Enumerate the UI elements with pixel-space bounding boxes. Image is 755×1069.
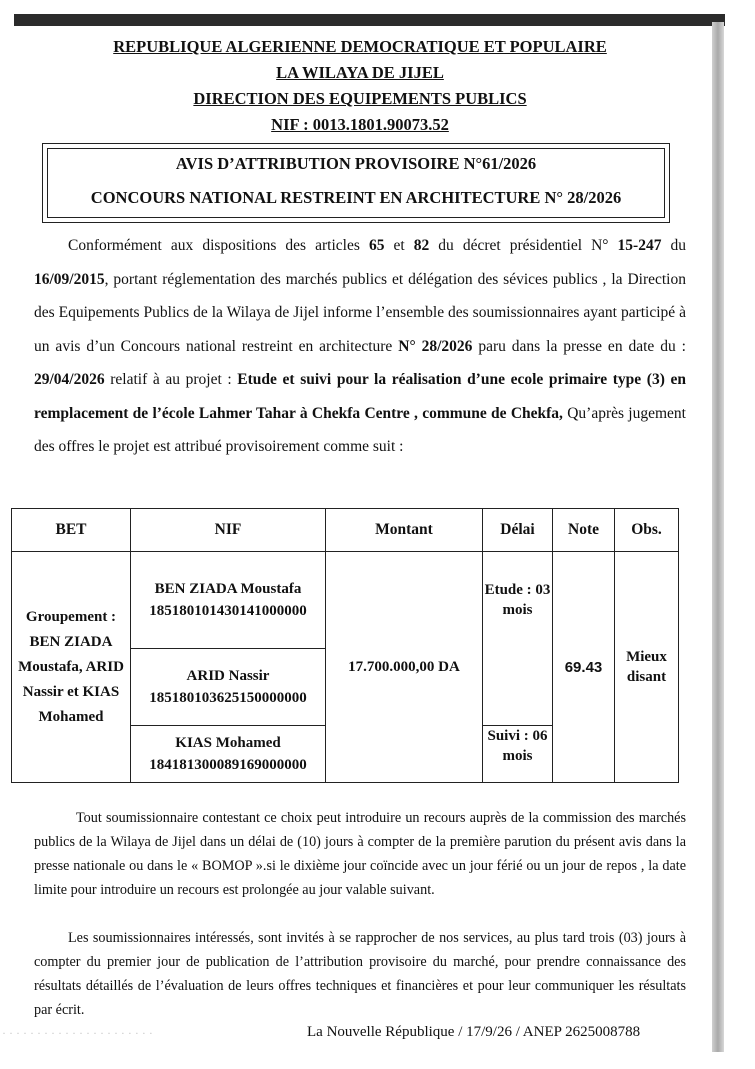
header-nif: NIF : 0013.1801.90073.52 bbox=[271, 115, 449, 134]
intro-paragraph bbox=[34, 229, 686, 464]
recours-paragraph: Tout soumissionnaire contestant ce choix peut introduire un recours auprès de la commission des marchés publics de la Wilaya de Jijel dans un délai de (10) jours à compter de la première parution du présent avis dans la presse nationale ou dans le « BOMOP ».si le dixième jour coïncide avec un jour férié ou un jour de repos , la date limite pour introduire un recours est prolongée au jour valable suivant. bbox=[34, 810, 686, 898]
delai-etude-cell: Etude : 03 mois bbox=[483, 552, 553, 726]
bet-cell: Groupement : BEN ZIADA Moustafa, ARID Nassir et KIAS Mohamed bbox=[12, 552, 131, 783]
col-nif: NIF bbox=[131, 509, 326, 552]
intro-text-1: Conformément aux dispositions des articles bbox=[68, 237, 369, 254]
table-row bbox=[12, 552, 679, 649]
obs-cell: Mieux disant bbox=[615, 552, 679, 783]
decree-date: 16/09/2015 bbox=[34, 270, 105, 288]
member-cell bbox=[131, 552, 326, 649]
note-cell: 69.43 bbox=[553, 552, 615, 783]
consultation-paragraph: Les soumissionnaires intéressés, sont invités à se rapprocher de nos services, au plus tard trois (03) jours à compter du premier jour de publication de l’attribution provisoire du marché, pour prendre connaissance des résultats détaillés de l’évaluation de leurs offres techniques et financières et pour leur communiquer les résultats par écrit. bbox=[34, 930, 686, 1018]
decree-number: 15-247 bbox=[617, 237, 662, 254]
title-frame bbox=[42, 143, 670, 223]
col-obs: Obs. bbox=[615, 509, 679, 552]
bleed-through-text: · · · · · · · · · · · · · · · · · · · · · · bbox=[2, 1026, 153, 1040]
intro-text-4: du bbox=[670, 237, 686, 254]
col-delai: Délai bbox=[483, 509, 553, 552]
montant-cell: 17.700.000,00 DA bbox=[326, 552, 483, 783]
col-montant: Montant bbox=[326, 509, 483, 552]
member-nif: 185180103625150000000 bbox=[149, 690, 307, 706]
intro-text-7: relatif à au projet : bbox=[104, 371, 238, 388]
member-name: KIAS Mohamed bbox=[175, 735, 281, 751]
member-cell bbox=[131, 649, 326, 726]
concours-number: N° 28/2026 bbox=[398, 337, 473, 355]
header-wilaya: LA WILAYA DE JIJEL bbox=[276, 63, 444, 82]
article-65: 65 bbox=[368, 237, 385, 254]
top-scan-bar bbox=[14, 14, 725, 26]
press-date: 29/04/2026 bbox=[34, 371, 105, 388]
attribution-table bbox=[11, 508, 679, 783]
intro-text-8: Qu’après jugement des offres le projet est attribué provisoirement comme suit : bbox=[34, 404, 686, 455]
intro-text-5: , portant réglementation des marchés publics et délégation des sévices publics , la Direction des Equipements Publics de la Wilaya de Jijel informe l’ensemble des soumissionnaires ayant participé à un avis d’un Concours national restreint en architecture bbox=[34, 270, 686, 355]
member-name: ARID Nassir bbox=[186, 668, 270, 684]
col-bet: BET bbox=[12, 509, 131, 552]
intro-text-3: du décret présidentiel N° bbox=[429, 237, 618, 254]
intro-text-2: et bbox=[384, 237, 414, 254]
project-description: Etude et suivi pour la réalisation d’une ecole primaire type (3) en remplacement de l’école Lahmer Tahar à Chekfa Centre , commune de Chekfa, bbox=[34, 371, 686, 422]
right-scan-strip bbox=[712, 22, 724, 1052]
article-82: 82 bbox=[413, 237, 430, 254]
header-republic: REPUBLIQUE ALGERIENNE DEMOCRATIQUE ET POPULAIRE bbox=[113, 37, 607, 56]
avis-title: AVIS D’ATTRIBUTION PROVISOIRE N°61/2026 bbox=[175, 154, 537, 173]
col-note: Note bbox=[553, 509, 615, 552]
member-cell bbox=[131, 726, 326, 783]
publication-footer: La Nouvelle République / 17/9/26 / ANEP 2625008788 bbox=[307, 1024, 641, 1040]
header-direction: DIRECTION DES EQUIPEMENTS PUBLICS bbox=[193, 89, 527, 108]
member-nif: 185180101430141000000 bbox=[149, 603, 307, 619]
concours-title: CONCOURS NATIONAL RESTREINT EN ARCHITECTURE N° 28/2026 bbox=[90, 188, 622, 207]
delai-suivi-cell: Suivi : 06 mois bbox=[483, 726, 553, 783]
intro-text-6: paru dans la presse en date du : bbox=[472, 337, 686, 355]
member-name: BEN ZIADA Moustafa bbox=[154, 581, 302, 597]
table-header-row bbox=[12, 509, 679, 552]
member-nif: 184181300089169000000 bbox=[149, 757, 307, 773]
